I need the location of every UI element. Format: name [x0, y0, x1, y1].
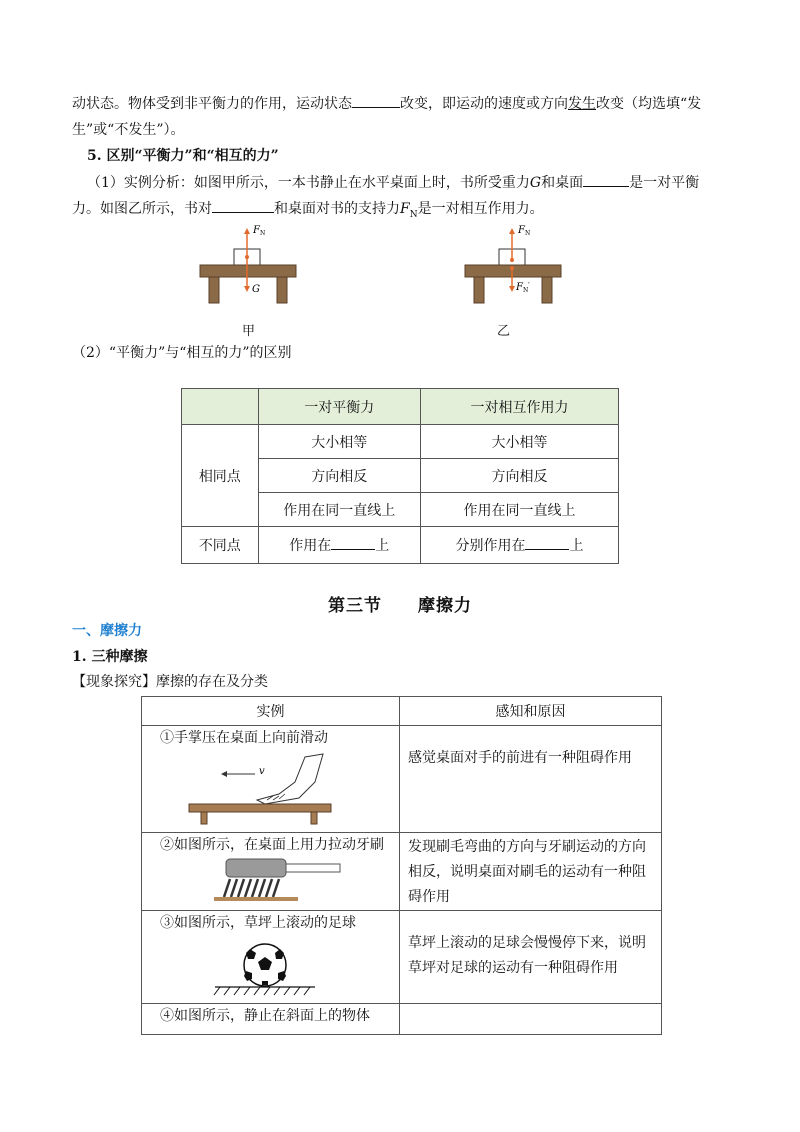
desk-leg-left-yi	[474, 277, 484, 303]
section5-p3: （2）“平衡力”与“相互的力”的区别	[72, 345, 292, 361]
friction-table	[141, 696, 662, 1035]
label-v: v	[259, 766, 265, 777]
section3-subtitle: 一、摩擦力	[72, 623, 142, 639]
diff-label: 不同点	[182, 527, 259, 564]
reason-1: 感觉桌面对手的前进有一种阻碍作用	[400, 726, 662, 833]
blank-diff-interaction[interactable]	[525, 535, 569, 550]
para-line-1: 动状态。物体受到非平衡力的作用，运动状态 改变，即运动的速度或方向发生改变（均选填“发	[72, 93, 701, 114]
caption-yi: 乙	[497, 324, 511, 339]
cell: 大小相等	[258, 425, 420, 459]
reason-4	[400, 1004, 662, 1035]
cell: 方向相反	[258, 459, 420, 493]
cell: 方向相反	[420, 459, 618, 493]
desk-leg-right-yi	[542, 277, 552, 303]
desk-leg-right-jia	[277, 277, 287, 303]
label-fnprime-yi: F	[516, 282, 523, 293]
header-balance: 一对平衡力	[258, 389, 420, 425]
section5-p2: 力。如图乙所示，书对 和桌面对书的支持力$F_N$是一对相互作用力。	[72, 198, 544, 225]
cell: 大小相等	[420, 425, 618, 459]
figure-yi	[460, 222, 570, 312]
header-example: 实例	[142, 697, 400, 726]
football-image	[210, 939, 320, 1001]
example-4: ④如图所示，静止在斜面上的物体	[142, 1004, 400, 1035]
section5-title: 5. 区别“平衡力”和“相互的力”	[87, 148, 279, 164]
cell: 作用在同一直线上	[420, 493, 618, 527]
svg-text:N: N	[523, 287, 529, 294]
label-g-jia: G	[252, 284, 260, 295]
reason-3: 草坪上滚动的足球会慢慢停下来，说明 草坪对足球的运动有一种阻碍作用	[400, 911, 662, 1004]
explore-title: 【现象探究】摩擦的存在及分类	[72, 674, 268, 690]
compare-table	[181, 388, 619, 564]
section3-title: 第三节 摩擦力	[328, 596, 472, 616]
blank-diff-balance[interactable]	[331, 535, 375, 550]
desk-top-jia	[200, 265, 296, 277]
desk-leg-left-jia	[209, 277, 219, 303]
blank-motion-state[interactable]	[352, 93, 400, 108]
blank-desk-force[interactable]	[583, 172, 629, 187]
reason-2: 发现刷毛弯曲的方向与牙刷运动的方向 相反，说明桌面对刷毛的运动有一种阻 碍作用	[400, 833, 662, 911]
svg-text:N: N	[260, 230, 266, 237]
cell: 作用在同一直线上	[258, 493, 420, 527]
example-3: ③如图所示，草坪上滚动的足球	[142, 911, 400, 1004]
para-line-2: 生”或“不发生”）。	[72, 122, 185, 138]
example-2: ②如图所示，在桌面上用力拉动牙刷	[142, 833, 400, 911]
svg-text:′: ′	[528, 281, 530, 290]
header-empty	[182, 389, 259, 425]
label-fn-jia: F	[253, 225, 260, 236]
item1-title: 1. 三种摩擦	[72, 649, 148, 665]
toothbrush-image	[204, 857, 344, 903]
diff-interaction: 分别作用在 上	[420, 527, 618, 564]
header-reason: 感知和原因	[400, 697, 662, 726]
section5-p1: （1）实例分析：如图甲所示，一本书静止在水平桌面上时，书所受重力G和桌面 是一对平衡	[87, 172, 699, 193]
caption-jia: 甲	[242, 324, 256, 339]
label-fn-yi: F	[518, 225, 525, 236]
example-1: ①手掌压在桌面上向前滑动 v	[142, 726, 400, 833]
svg-text:N: N	[525, 230, 531, 237]
blank-book-on[interactable]	[212, 198, 274, 213]
same-label: 相同点	[182, 425, 259, 527]
hand-desk-image	[187, 752, 337, 828]
diff-balance: 作用在 上	[258, 527, 420, 564]
figure-jia	[195, 222, 305, 312]
underlined-word: 发生	[568, 96, 596, 112]
header-interaction: 一对相互作用力	[420, 389, 618, 425]
